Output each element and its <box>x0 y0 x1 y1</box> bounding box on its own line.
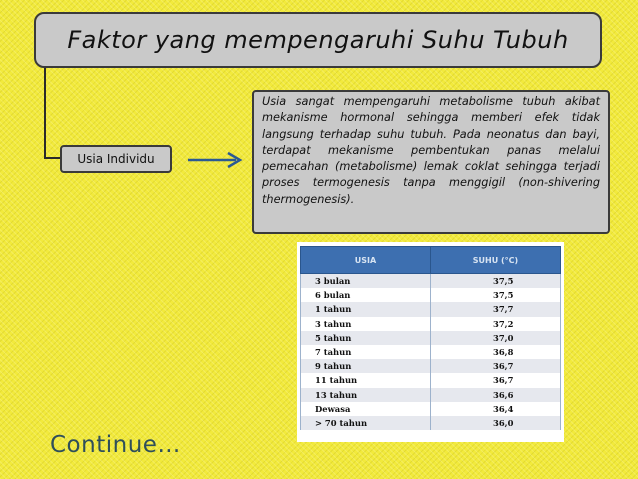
cell-usia: > 70 tahun <box>301 416 431 430</box>
description-box <box>252 90 610 234</box>
cell-usia: 11 tahun <box>301 373 431 387</box>
table-row <box>301 274 561 289</box>
factor-item-label: Usia Individu <box>77 152 155 166</box>
cell-suhu: 36,6 <box>431 388 561 402</box>
cell-usia: 3 bulan <box>301 274 431 289</box>
cell-suhu: 36,8 <box>431 345 561 359</box>
cell-usia: 5 tahun <box>301 331 431 345</box>
description-text: Usia sangat mempengaruhi metabolisme tubuh akibat mekanisme hormonal sehingga memberi efek tidak langsung terhadap suhu tubuh. Pada neonatus dan bayi, terdapat mekanisme pembentukan panas melalui pemecahan (metabolisme) lemak coklat sehingga terjadi proses termogenesis tanpa menggigil (non-shivering thermogenesis). <box>262 95 600 206</box>
cell-suhu: 36,0 <box>431 416 561 430</box>
table-body <box>301 274 561 431</box>
cell-suhu: 37,5 <box>431 274 561 289</box>
cell-usia: 7 tahun <box>301 345 431 359</box>
page-title: Faktor yang mempengaruhi Suhu Tubuh <box>67 26 569 54</box>
table-row <box>301 288 561 302</box>
cell-suhu: 37,5 <box>431 288 561 302</box>
cell-suhu: 37,2 <box>431 317 561 331</box>
cell-usia: 1 tahun <box>301 302 431 316</box>
cell-usia: Dewasa <box>301 402 431 416</box>
cell-suhu: 36,7 <box>431 373 561 387</box>
table-row <box>301 359 561 373</box>
connector-line-vertical <box>44 68 46 159</box>
table-row <box>301 373 561 387</box>
table-header-row <box>301 247 561 274</box>
temperature-table-panel <box>297 242 564 442</box>
cell-usia: 9 tahun <box>301 359 431 373</box>
table-row <box>301 317 561 331</box>
factor-item-box <box>60 145 172 173</box>
cell-suhu: 37,0 <box>431 331 561 345</box>
table-row <box>301 345 561 359</box>
continue-label: Continue… <box>50 432 181 458</box>
table-row <box>301 302 561 316</box>
column-header-usia: USIA <box>301 247 431 274</box>
cell-usia: 3 tahun <box>301 317 431 331</box>
table-row <box>301 331 561 345</box>
cell-usia: 6 bulan <box>301 288 431 302</box>
table-row <box>301 416 561 430</box>
temperature-table <box>300 246 561 430</box>
title-box <box>34 12 602 68</box>
arrow-right-icon <box>186 150 248 170</box>
cell-suhu: 36,4 <box>431 402 561 416</box>
column-header-suhu: SUHU (°C) <box>431 247 561 274</box>
table-row <box>301 402 561 416</box>
cell-suhu: 37,7 <box>431 302 561 316</box>
cell-usia: 13 tahun <box>301 388 431 402</box>
table-row <box>301 388 561 402</box>
cell-suhu: 36,7 <box>431 359 561 373</box>
